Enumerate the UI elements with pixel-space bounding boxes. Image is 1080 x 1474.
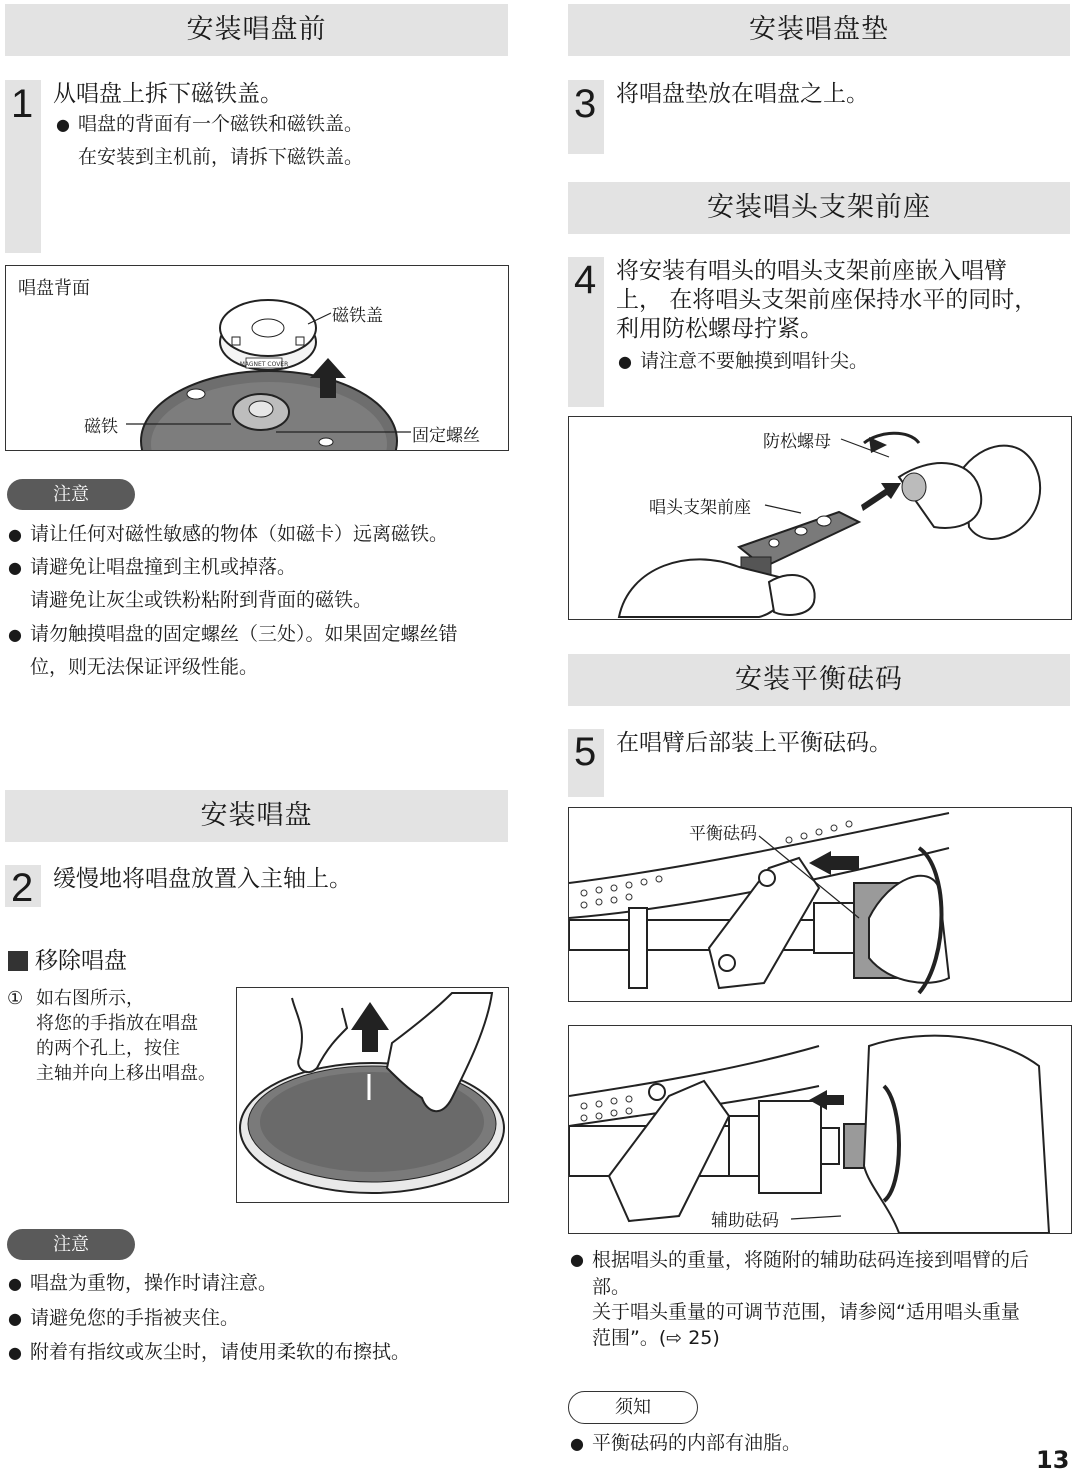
section-header-install-mat: 安装唱盘垫	[568, 4, 1070, 56]
caution-2-item-2: ● 请避免您的手指被夹住。	[30, 1302, 239, 1335]
caution-badge-1: 注意	[7, 479, 135, 510]
step-4-bullet: ● 请注意不要触摸到唱针尖。	[640, 345, 868, 378]
caution-badge-2: 注意	[7, 1229, 135, 1260]
magnet-cover-print: MAGNET COVER	[239, 361, 289, 368]
figure-caption: 唱盘背面	[18, 274, 90, 300]
remove-heading-square	[8, 951, 28, 971]
counterweight-illustration	[569, 808, 1071, 1001]
label-fixing-screw: 固定螺丝	[412, 421, 480, 446]
label-lock-nut: 防松螺母	[763, 427, 831, 452]
caution-2-item-3: ● 附着有指纹或灰尘时，请使用柔软的布擦拭。	[30, 1336, 410, 1369]
label-magnet: 磁铁	[84, 412, 118, 437]
step-5-bullet-line-2: 部。	[592, 1276, 631, 1298]
caution-2-item-1: ● 唱盘为重物，操作时请注意。	[30, 1267, 277, 1300]
remove-step-marker: ①	[7, 988, 24, 1009]
section-header-install-counterweight: 安装平衡砝码	[568, 654, 1070, 706]
caution-1-item-1: ● 请让任何对磁性敏感的物体（如磁卡）远离磁铁。	[30, 518, 448, 551]
figure-platter-back	[5, 265, 509, 451]
sub-weight-illustration	[569, 1026, 1071, 1233]
step-number-1: 1	[11, 82, 34, 126]
label-headshell: 唱头支架前座	[649, 493, 751, 518]
step-4-line-1: 将安装有唱头的唱头支架前座嵌入唱臂	[616, 258, 1007, 284]
step-number-3: 3	[574, 82, 597, 126]
figure-sub-weight	[568, 1025, 1072, 1234]
caution-1-item-3: ● 请勿触摸唱盘的固定螺丝（三处）。如果固定螺丝错	[30, 618, 458, 651]
page-number: 13	[1036, 1446, 1070, 1474]
step-1-bullet: ● 唱盘的背面有一个磁铁和磁铁盖。	[78, 108, 363, 141]
label-counterweight: 平衡砝码	[689, 819, 757, 844]
step-5-title: 在唱臂后部装上平衡砝码。	[616, 730, 892, 756]
step-1-title: 从唱盘上拆下磁铁盖。	[53, 81, 283, 107]
remove-line-4: 主轴并向上移出唱盘。	[36, 1063, 216, 1084]
remove-line-3: 的两个孔上，按住	[36, 1038, 180, 1059]
remove-line-1: 如右图所示，	[36, 988, 144, 1009]
step-3-title: 将唱盘垫放在唱盘之上。	[616, 81, 869, 107]
step-number-4: 4	[574, 258, 597, 302]
caution-1-item-3-cont: 位，则无法保证评级性能。	[30, 656, 259, 678]
step-number-2: 2	[11, 866, 34, 910]
step-4-line-3: 利用防松螺母拧紧。	[616, 316, 823, 342]
figure-headshell	[568, 416, 1072, 620]
notice-badge: 须知	[568, 1391, 698, 1424]
section-header-install-headshell: 安装唱头支架前座	[568, 182, 1070, 234]
remove-platter-heading: 移除唱盘	[35, 948, 127, 974]
remove-platter-illustration	[237, 988, 508, 1202]
step-5-bullet-line-3: 关于唱头重量的可调节范围，请参阅“适用唱头重量	[592, 1301, 1020, 1323]
section-header-install-platter: 安装唱盘	[5, 790, 508, 842]
caution-1-item-2: ● 请避免让唱盘撞到主机或掉落。	[30, 551, 296, 584]
step-2-title: 缓慢地将唱盘放置入主轴上。	[53, 866, 352, 892]
label-magnet-cover: 磁铁盖	[332, 301, 383, 326]
figure-remove-platter	[236, 987, 509, 1203]
figure-counterweight	[568, 807, 1072, 1002]
step-5-bullet-line-4: 范围”。(⇨ 25)	[592, 1327, 720, 1349]
step-1-bullet-cont: 在安装到主机前，请拆下磁铁盖。	[78, 146, 364, 168]
remove-line-2: 将您的手指放在唱盘	[36, 1013, 198, 1034]
label-sub-weight: 辅助砝码	[711, 1206, 779, 1231]
section-header-before-install: 安装唱盘前	[5, 4, 508, 56]
step-number-5: 5	[574, 730, 597, 774]
caution-1-item-2-cont: 请避免让灰尘或铁粉粘附到背面的磁铁。	[30, 589, 373, 611]
step-4-line-2: 上， 在将唱头支架前座保持水平的同时，	[616, 287, 1038, 313]
notice-item-1: ● 平衡砝码的内部有油脂。	[592, 1427, 801, 1460]
step-5-bullet-line-1: ● 根据唱头的重量，将随附的辅助砝码连接到唱臂的后	[592, 1246, 1029, 1274]
